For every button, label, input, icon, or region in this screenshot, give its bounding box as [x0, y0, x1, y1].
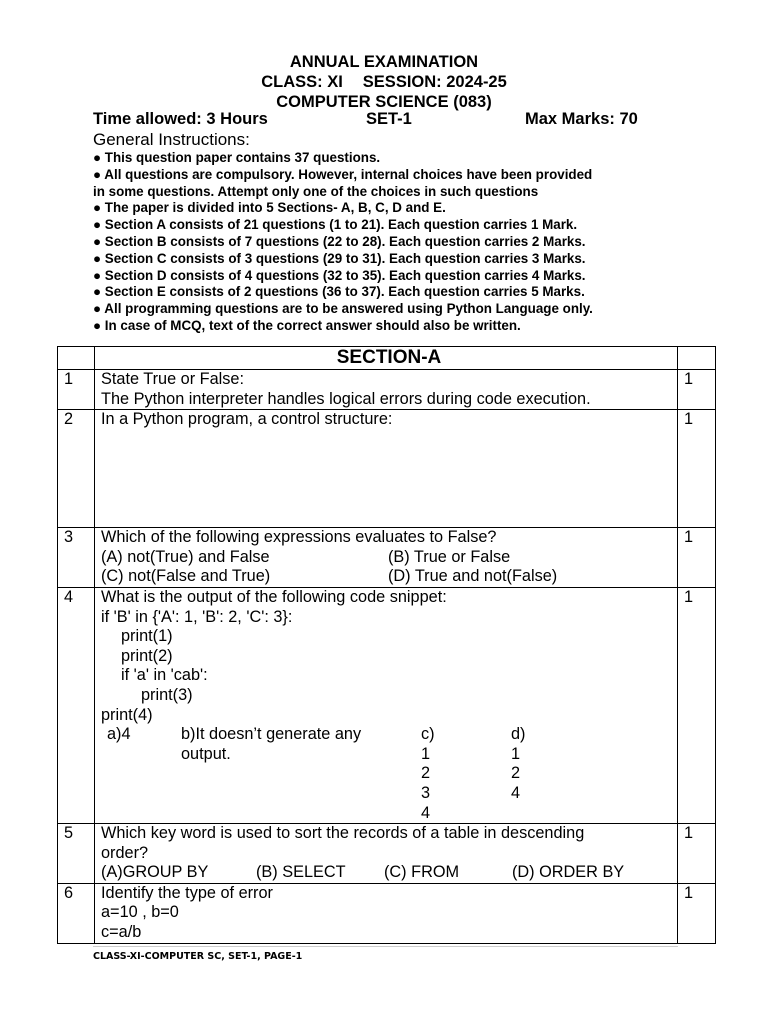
- question-marks: 1: [678, 370, 716, 410]
- option-c: c) 1 2 3 4: [421, 725, 435, 822]
- question-line: What is the output of the following code snippet:: [101, 587, 447, 606]
- option-a: (A)GROUP BY: [101, 863, 209, 882]
- instruction-line: ● In case of MCQ, text of the correct answer should also be written.: [93, 317, 521, 333]
- question-row: [58, 824, 716, 884]
- exam-header: [0, 52, 768, 112]
- option-b: b)It doesn’t generate any output.: [181, 725, 362, 763]
- questions-table: [57, 346, 716, 944]
- question-line: Which key word is used to sort the records of a table in descending: [101, 824, 585, 843]
- question-row: [58, 370, 716, 410]
- instruction-line: in some questions. Attempt only one of the choices in such questions: [93, 183, 539, 199]
- option-c: (C) FROM: [384, 863, 460, 882]
- question-marks: 1: [678, 528, 716, 588]
- question-line: In a Python program, a control structure:: [101, 410, 393, 429]
- code-line: if 'a' in 'cab':: [121, 666, 208, 685]
- instruction-line: ● The paper is divided into 5 Sections- A, B, C, D and E.: [93, 200, 446, 216]
- code-line: print(3): [141, 685, 193, 704]
- question-row: [58, 883, 716, 943]
- exam-title: ANNUAL EXAMINATION: [289, 53, 479, 71]
- option-d: (D) True and not(False): [388, 567, 558, 586]
- instruction-line: ● This question paper contains 37 questions.: [93, 150, 381, 165]
- subject-name: COMPUTER SCIENCE: [276, 93, 449, 111]
- section-header-row: [58, 347, 716, 370]
- page-footer: CLASS-XI-COMPUTER SC, SET-1, PAGE-1: [93, 951, 303, 962]
- question-number: 4: [58, 587, 95, 823]
- option-d: (D) ORDER BY: [512, 863, 625, 882]
- session-label: SESSION: 2024-25: [362, 73, 507, 91]
- instruction-line: ● All programming questions are to be answered using Python Language only.: [93, 301, 593, 317]
- exam-meta-row: [93, 110, 673, 132]
- question-row: [58, 528, 716, 588]
- general-instructions-title: General Instructions:: [93, 130, 250, 149]
- question-marks: 1: [678, 410, 716, 528]
- question-number: 1: [58, 370, 95, 410]
- code-line: print(1): [121, 627, 173, 646]
- question-number: 2: [58, 410, 95, 528]
- option-b: (B) SELECT: [256, 863, 346, 882]
- option-row: [101, 548, 677, 568]
- options-grid: [101, 725, 677, 823]
- instruction-line: ● Section A consists of 21 questions (1 to 21). Each question carries 1 Mark.: [93, 217, 578, 233]
- question-marks: 1: [678, 883, 716, 943]
- question-row: [58, 410, 716, 528]
- footer-divider: [93, 946, 678, 947]
- option-a: (A) not(True) and False: [101, 547, 270, 566]
- question-text: [95, 587, 678, 823]
- code-line: print(4): [101, 705, 153, 724]
- question-text: [95, 370, 678, 410]
- option-a: a)4: [107, 725, 131, 744]
- option-row: [101, 863, 677, 883]
- option-d: d) 1 2 4: [511, 725, 526, 802]
- question-marks: 1: [678, 824, 716, 884]
- subject-code: (083): [453, 93, 492, 111]
- question-line: The Python interpreter handles logical errors during code execution.: [101, 389, 591, 408]
- code-line: c=a/b: [101, 923, 142, 942]
- code-line: print(2): [121, 646, 173, 665]
- subject-line: [0, 92, 768, 112]
- question-text: [95, 824, 678, 884]
- instruction-line: ● Section C consists of 3 questions (29 to 31). Each question carries 3 Marks.: [93, 250, 586, 266]
- question-marks: 1: [678, 587, 716, 823]
- question-text: [95, 410, 678, 528]
- section-title: SECTION-A: [336, 347, 442, 368]
- class-session-line: [0, 72, 768, 92]
- set-label: SET-1: [366, 110, 412, 128]
- instruction-line: ● Section B consists of 7 questions (22 to 28). Each question carries 2 Marks.: [93, 233, 586, 249]
- instruction-line: ● All questions are compulsory. However, internal choices have been provided: [93, 166, 593, 182]
- question-text: [95, 883, 678, 943]
- class-label: CLASS: XI: [261, 73, 343, 91]
- option-c: (C) not(False and True): [101, 567, 271, 586]
- time-allowed: Time allowed: 3 Hours: [93, 110, 268, 128]
- code-line: a=10 , b=0: [101, 903, 179, 922]
- question-line: State True or False:: [101, 370, 244, 388]
- question-number: 6: [58, 883, 95, 943]
- option-row: [101, 567, 677, 587]
- question-text: [95, 528, 678, 588]
- instruction-line: ● Section E consists of 2 questions (36 to 37). Each question carries 5 Marks.: [93, 284, 585, 300]
- code-line: if 'B' in {'A': 1, 'B': 2, 'C': 3}:: [101, 607, 293, 626]
- max-marks: Max Marks: 70: [525, 110, 638, 128]
- question-line: order?: [101, 843, 149, 862]
- option-b: (B) True or False: [388, 547, 511, 566]
- question-number: 5: [58, 824, 95, 884]
- question-row: [58, 587, 716, 823]
- question-line: Which of the following expressions evaluates to False?: [101, 528, 497, 547]
- general-instructions-list: [93, 150, 683, 335]
- instruction-line: ● Section D consists of 4 questions (32 to 35). Each question carries 4 Marks.: [93, 267, 586, 283]
- question-line: Identify the type of error: [101, 883, 273, 902]
- question-number: 3: [58, 528, 95, 588]
